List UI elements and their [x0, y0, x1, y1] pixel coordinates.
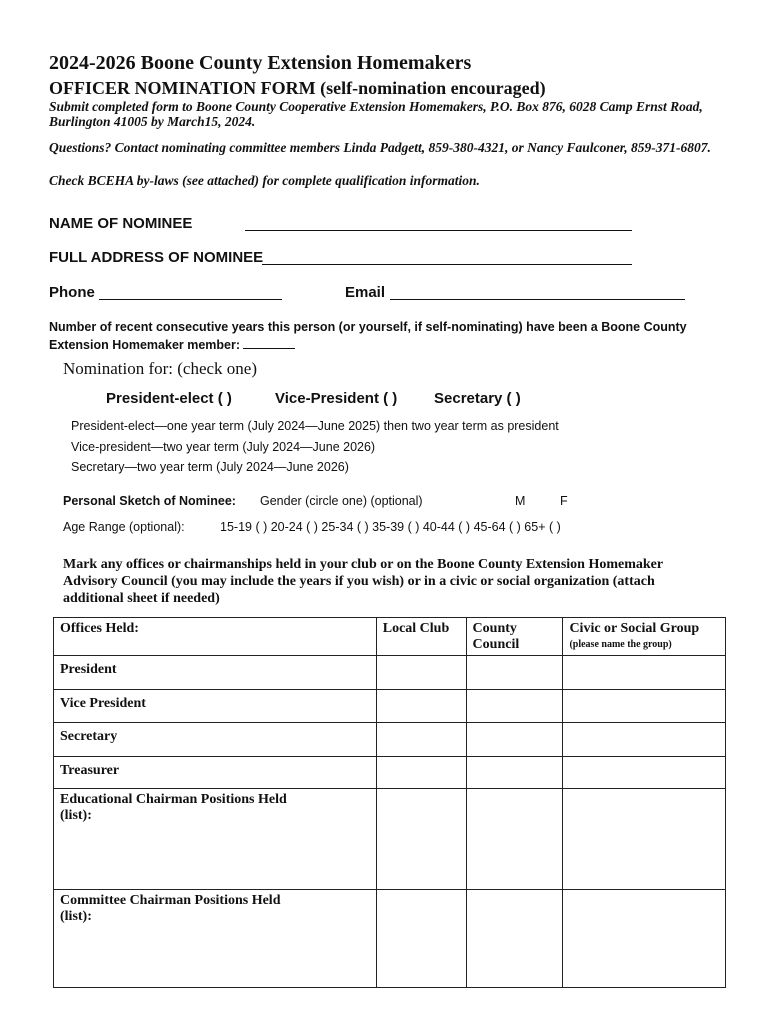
option-president-elect[interactable]: President-elect ( )	[106, 390, 232, 407]
table-row	[54, 690, 726, 723]
offices-table	[53, 617, 726, 988]
header-local-club	[376, 618, 466, 656]
membership-years-text: Number of recent consecutive years this person (or yourself, if self-nominating) have been a Boone County Extension Homemaker member:	[49, 320, 687, 352]
row-label-vice-president: Vice President	[60, 696, 146, 711]
cell-county-council[interactable]	[466, 757, 563, 789]
phone-input[interactable]	[99, 299, 282, 300]
row-label-treasurer: Treasurer	[60, 763, 120, 778]
cell-civic-group[interactable]	[563, 757, 726, 789]
questions-contact: Questions? Contact nominating committee members Linda Padgett, 859-380-4321, or Nancy Faulconer, 859-371-6807.	[49, 140, 711, 155]
cell-county-council[interactable]	[466, 656, 563, 690]
cell-local-club[interactable]	[376, 890, 466, 988]
table-header-row	[54, 618, 726, 656]
page-title: 2024-2026 Boone County Extension Homemakers	[49, 52, 472, 74]
row-label-president: President	[60, 662, 117, 677]
nominee-address-input[interactable]	[262, 264, 632, 265]
row-label-educational-chairman: Educational Chairman Positions Held (list):	[60, 792, 287, 823]
cell-local-club[interactable]	[376, 656, 466, 690]
row-label	[54, 890, 377, 988]
header-civic-wrapper	[563, 618, 725, 653]
sketch-label: Personal Sketch of Nominee:	[63, 494, 236, 508]
header-civic-text: Civic or Social Group	[569, 621, 700, 636]
age-range-label: Age Range (optional):	[63, 520, 185, 534]
row-label	[54, 757, 377, 789]
option-vice-president[interactable]: Vice-President ( )	[275, 390, 398, 407]
cell-county-council[interactable]	[466, 890, 563, 988]
header-civic-group	[563, 618, 726, 656]
form-subtitle: OFFICER NOMINATION FORM (self-nomination encouraged)	[49, 78, 546, 98]
submit-instructions: Submit completed form to Boone County Cooperative Extension Homemakers, P.O. Box 876, 6028 Camp Ernst Road, Burlington 41005 by March15, 2024.	[49, 99, 703, 129]
cell-civic-group[interactable]	[563, 789, 726, 890]
table-row	[54, 789, 726, 890]
gender-option-m[interactable]: M	[515, 494, 526, 508]
option-secretary[interactable]: Secretary ( )	[434, 390, 521, 407]
cell-civic-group[interactable]	[563, 723, 726, 757]
term-vice-president: Vice-president—two year term (July 2024—June 2026)	[71, 440, 376, 454]
table-row	[54, 656, 726, 690]
header-county-council-text: County Council	[472, 621, 520, 652]
cell-local-club[interactable]	[376, 723, 466, 757]
cell-local-club[interactable]	[376, 789, 466, 890]
header-local-club-text: Local Club	[382, 621, 450, 636]
bylaws-note: Check BCEHA by-laws (see attached) for complete qualification information.	[49, 173, 480, 188]
row-label-secretary: Secretary	[60, 729, 118, 744]
age-range-options[interactable]: 15-19 ( ) 20-24 ( ) 25-34 ( ) 35-39 ( ) 40-44 ( ) 45-64 ( ) 65+ ( )	[220, 520, 561, 534]
term-secretary: Secretary—two year term (July 2024—June 2026)	[71, 460, 349, 474]
membership-years-question	[49, 318, 729, 354]
row-label-committee-chairman: Committee Chairman Positions Held (list):	[60, 893, 281, 924]
header-civic-subtext: (please name the group)	[569, 639, 672, 650]
offices-instruction: Mark any offices or chairmanships held in your club or on the Boone County Extension Homemaker Advisory Council (you may include the years if you wish) or in a civic or social organization (attach additional sheet if needed)	[63, 557, 663, 606]
nominee-name-input[interactable]	[245, 230, 632, 231]
email-label: Email	[345, 284, 386, 301]
table-row	[54, 890, 726, 988]
phone-label: Phone	[49, 284, 95, 301]
cell-local-club[interactable]	[376, 690, 466, 723]
cell-civic-group[interactable]	[563, 656, 726, 690]
row-label	[54, 656, 377, 690]
table-row	[54, 757, 726, 789]
gender-option-f[interactable]: F	[560, 494, 568, 508]
header-offices-held	[54, 618, 377, 656]
row-label	[54, 690, 377, 723]
cell-civic-group[interactable]	[563, 890, 726, 988]
nomination-label: Nomination for: (check one)	[63, 359, 258, 378]
term-president-elect: President-elect—one year term (July 2024—June 2025) then two year term as president	[71, 419, 559, 433]
cell-county-council[interactable]	[466, 690, 563, 723]
row-label	[54, 789, 377, 890]
header-county-council	[466, 618, 563, 656]
header-offices-text: Offices Held:	[60, 621, 139, 636]
cell-county-council[interactable]	[466, 789, 563, 890]
nominee-name-label: NAME OF NOMINEE	[49, 215, 193, 232]
email-input[interactable]	[390, 299, 685, 300]
gender-label: Gender (circle one) (optional)	[260, 494, 423, 508]
table-row	[54, 723, 726, 757]
cell-county-council[interactable]	[466, 723, 563, 757]
membership-years-input[interactable]	[243, 338, 295, 349]
cell-local-club[interactable]	[376, 757, 466, 789]
nominee-address-label: FULL ADDRESS OF NOMINEE	[49, 249, 264, 266]
cell-civic-group[interactable]	[563, 690, 726, 723]
row-label	[54, 723, 377, 757]
